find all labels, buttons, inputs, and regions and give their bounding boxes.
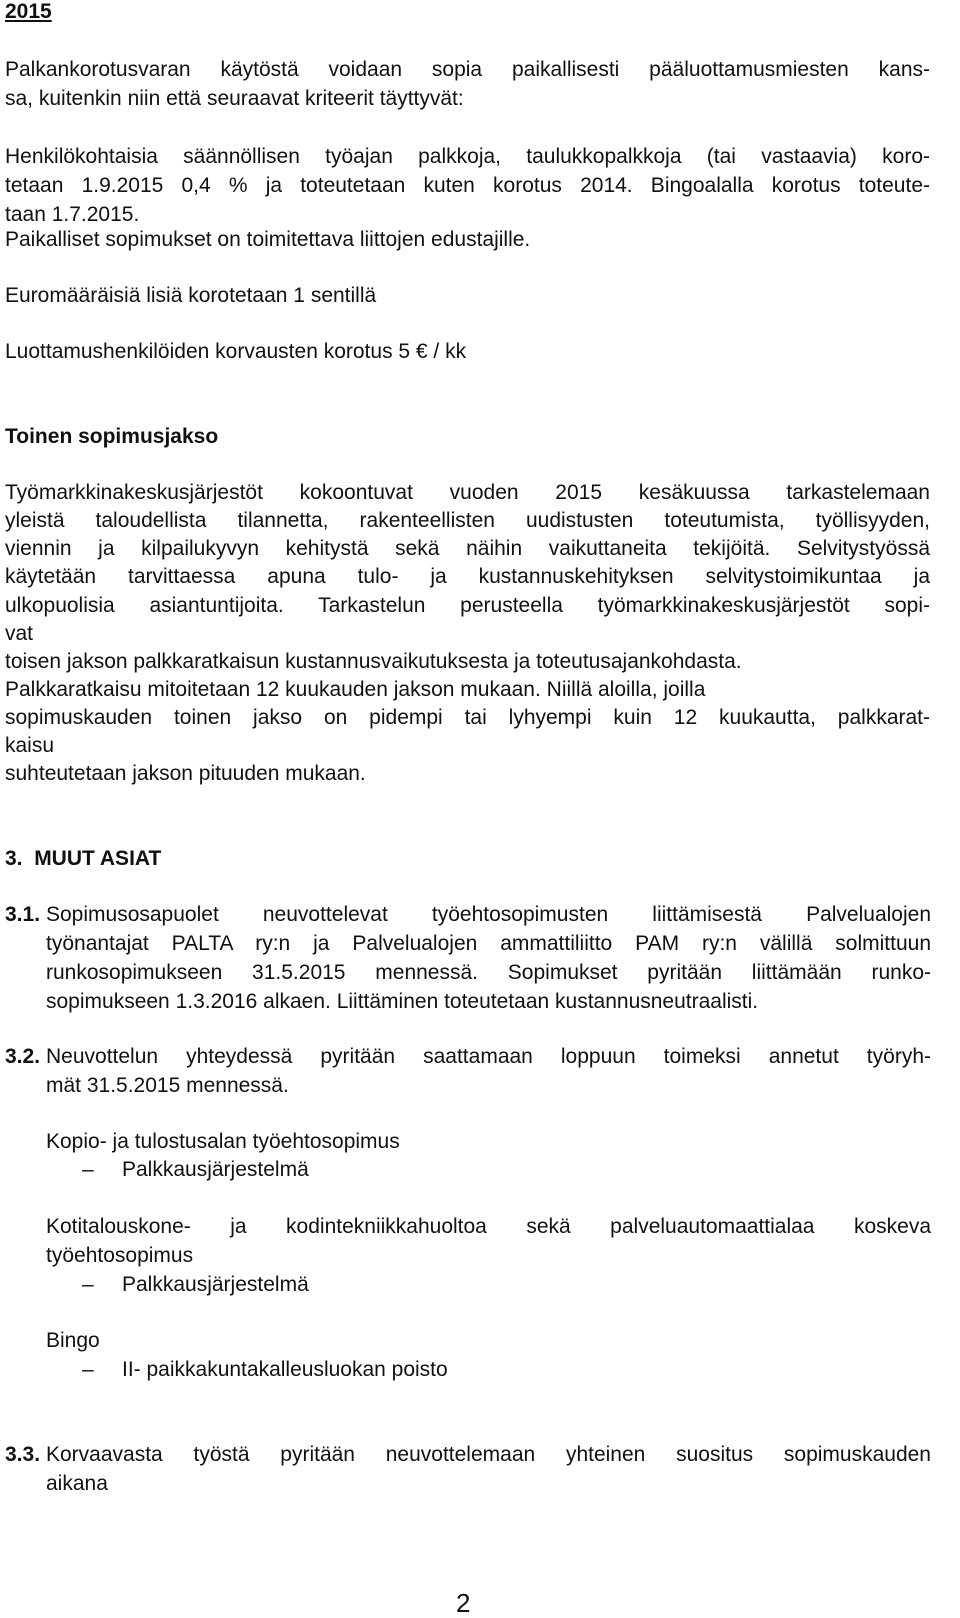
- page-number: 2: [456, 1588, 471, 1618]
- item-3-3-line-2: aikana: [46, 1472, 108, 1495]
- dash-bullet-icon: –: [82, 1273, 94, 1296]
- toinen-line-7: toisen jakson palkkaratkaisun kustannusvaikutuksesta ja toteutusajankohdasta.: [5, 650, 742, 673]
- section3-heading: [5, 844, 161, 873]
- item-3-1-text: [46, 900, 931, 1016]
- section3-title: MUUT ASIAT: [34, 847, 162, 870]
- toinen-heading: Toinen sopimusjakso: [5, 425, 219, 448]
- toinen-line-2: yleistä taloudellista tilannetta, rakenteellisten uudistusten toteutumista, työllisyyden,: [5, 509, 930, 532]
- agreement-2-bullet: Palkkausjärjestelmä: [122, 1273, 309, 1296]
- year-heading: 2015: [5, 0, 52, 23]
- agreement-3-bullet: II- paikkakuntakalleusluokan poisto: [122, 1358, 448, 1381]
- toinen-line-10: kaisu: [5, 734, 55, 757]
- agreement-3-name-line-1: Bingo: [46, 1329, 100, 1352]
- toinen-line-4: käytetään tarvittaessa apuna tulo- ja kustannuskehityksen selvitystoimikuntaa ja: [5, 565, 930, 588]
- item-3-1-line-2: työnantajat PALTA ry:n ja Palvelualojen ammattiliitto PAM ry:n välillä solmittuun: [46, 932, 931, 955]
- dash-bullet-icon: –: [82, 1358, 94, 1381]
- toinen-line-11: suhteutetaan jakson pituuden mukaan.: [5, 762, 366, 785]
- item-3-2-number: 3.2.: [5, 1045, 41, 1068]
- item-3-2-line-2: mät 31.5.2015 mennessä.: [46, 1074, 289, 1097]
- item-3-3-line-1: Korvaavasta työstä pyritään neuvottelemaan yhteinen suositus sopimuskauden: [46, 1443, 931, 1466]
- item-3-1-line-4: sopimukseen 1.3.2016 alkaen. Liittäminen toteutetaan kustannusneutraalisti.: [46, 990, 759, 1013]
- euro-line: Euromääräisiä lisiä korotetaan 1 sentillä: [5, 284, 377, 307]
- para2-line-2: tetaan 1.9.2015 0,4 % ja toteutetaan kuten korotus 2014. Bingoalalla korotus toteute-: [5, 174, 930, 197]
- section3-number: 3.: [5, 847, 23, 870]
- agreement-2-name-line-2: työehtosopimus: [46, 1244, 194, 1267]
- agreement-1-name: [46, 1127, 931, 1156]
- luottamus-line: Luottamushenkilöiden korvausten korotus 5 € / kk: [5, 340, 467, 363]
- toinen-line-6: vat: [5, 622, 34, 645]
- para1-line-1: Palkankorotusvaran käytöstä voidaan sopia paikallisesti pääluottamusmiesten kans-: [5, 58, 930, 81]
- dash-bullet-icon: –: [82, 1158, 94, 1181]
- toinen-line-1: Työmarkkinakeskusjärjestöt kokoontuvat vuoden 2015 kesäkuussa tarkastelemaan: [5, 481, 930, 504]
- item-3-3-number: 3.3.: [5, 1443, 41, 1466]
- item-3-1-line-1: Sopimusosapuolet neuvottelevat työehtosopimusten liittämisestä Palvelualojen: [46, 903, 931, 926]
- item-3-1-number: 3.1.: [5, 903, 41, 926]
- agreement-3-name: [46, 1326, 931, 1355]
- para1-line-2: sa, kuitenkin niin että seuraavat kriteerit täyttyvät:: [5, 87, 464, 110]
- agreement-1-name-line-1: Kopio- ja tulostusalan työehtosopimus: [46, 1130, 400, 1153]
- agreement-2-name: [46, 1212, 931, 1270]
- toinen-line-9: sopimuskauden toinen jakso on pidempi tai lyhyempi kuin 12 kuukautta, palkkarat-: [5, 706, 930, 729]
- toinen-line-5: ulkopuolisia asiantuntijoita. Tarkastelun perusteella työmarkkinakeskusjärjestöt sopi-: [5, 594, 930, 617]
- item-3-2-text: [46, 1042, 931, 1100]
- toinen-line-3: viennin ja kilpailukyvyn kehitystä sekä näihin vaikuttaneita tekijöitä. Selvitystyössä: [5, 537, 930, 560]
- item-3-1-line-3: runkosopimukseen 31.5.2015 mennessä. Sopimukset pyritään liittämään runko-: [46, 961, 931, 984]
- item-3-2-line-1: Neuvottelun yhteydessä pyritään saattamaan loppuun toimeksi annetut työryh-: [46, 1045, 931, 1068]
- item-3-3-text: [46, 1440, 931, 1498]
- toinen-line-8: Palkkaratkaisu mitoitetaan 12 kuukauden jakson mukaan. Niillä aloilla, joilla: [5, 678, 706, 701]
- para2-line-1: Henkilökohtaisia säännöllisen työajan palkkoja, taulukkopalkkoja (tai vastaavia) koro-: [5, 145, 930, 168]
- agreement-2-name-line-1: Kotitalouskone- ja kodintekniikkahuoltoa sekä palveluautomaattialaa koskeva: [46, 1215, 931, 1238]
- para2-line-4: Paikalliset sopimukset on toimitettava liittojen edustajille.: [5, 228, 531, 251]
- agreement-1-bullet: Palkkausjärjestelmä: [122, 1158, 309, 1181]
- para2-line-3: taan 1.7.2015.: [5, 203, 140, 226]
